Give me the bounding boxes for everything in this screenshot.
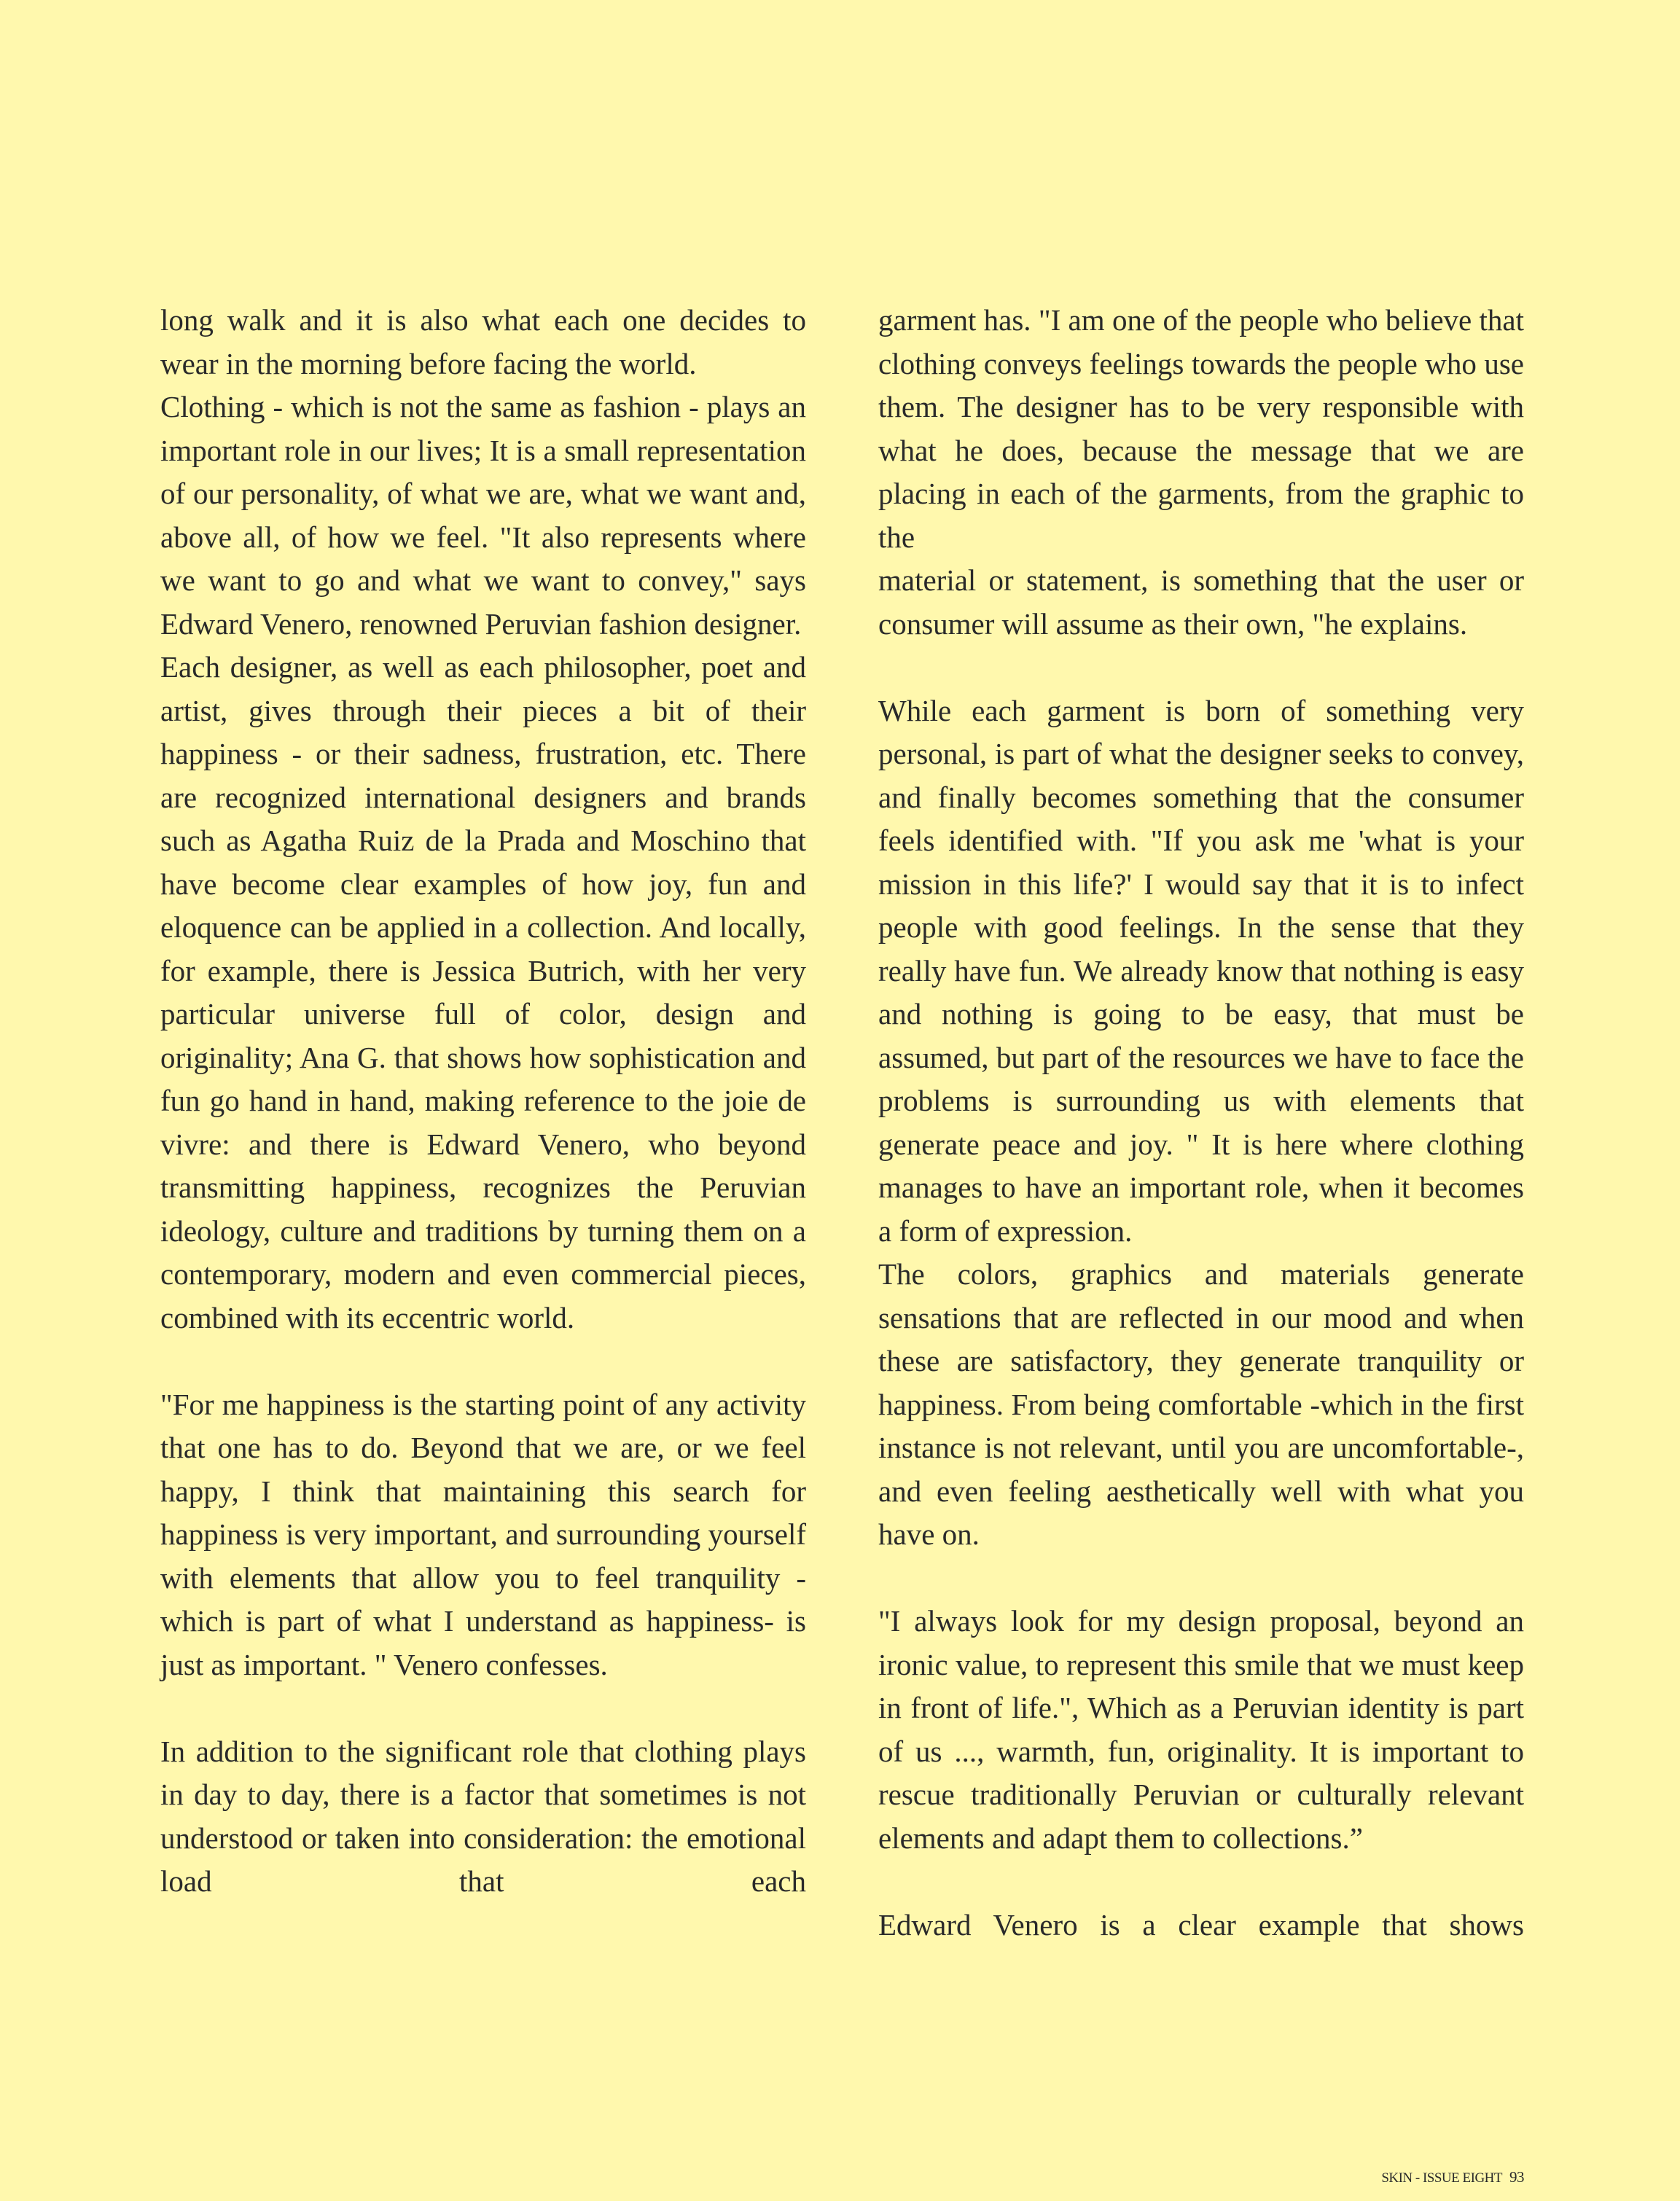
right-paragraph-4: "I always look for my design proposal, beyond an ironic value, to represent this smile that we must keep in front of life.", Which as a Peruvian identity is part of us ..., warmth, fun, originality. It is important to rescue traditionally Peruvian or culturally relevant elements and adapt them to collections.”: [878, 1604, 1524, 1855]
left-column: [160, 299, 806, 1904]
page-number: 93: [1509, 2168, 1524, 2186]
left-paragraph-4: "For me happiness is the starting point of any activity that one has to do. Beyond that we are, or we feel happy, I think that maintaining this search for happiness is very important, and surrounding yourself with elements that allow you to feel tranquility -which is part of what I understand as happiness- is just as important. " Venero confesses.: [160, 1387, 806, 1681]
right-paragraph-1a: garment has. "I am one of the people who believe that clothing conveys feelings towards the people who use them. The designer has to be very responsible with what he does, because the message that we are placing in each of the garments, from the graphic to the: [878, 303, 1524, 554]
right-paragraph-3: The colors, graphics and materials generate sensations that are reflected in our mood and when these are satisfactory, they generate tranquility or happiness. From being comfortable -which in the first instance is not relevant, until you are uncomfortable-, and even feeling aesthetically well with what you have on.: [878, 1257, 1524, 1551]
left-paragraph-1: long walk and it is also what each one decides to wear in the morning before facing the world.: [160, 303, 806, 380]
right-column: [878, 299, 1524, 1947]
right-paragraph-1b: material or statement, is something that the user or consumer will assume as their own, "he explains.: [878, 563, 1524, 641]
right-paragraph-2: While each garment is born of something very personal, is part of what the designer seeks to convey, and finally becomes something that the consumer feels identified with. "If you ask me 'what is your mission in this life?' I would say that it is to infect people with good feelings. In the sense that they really have fun. We already know that nothing is easy and nothing is going to be easy, that must be assumed, but part of the resources we have to face the problems is surrounding us with elements that generate peace and joy. " It is here where clothing manages to have an important role, when it becomes a form of expression.: [878, 693, 1524, 1248]
page-footer: [1381, 2168, 1524, 2186]
issue-label: SKIN - ISSUE EIGHT: [1381, 2170, 1502, 2186]
left-paragraph-3: Each designer, as well as each philosopher, poet and artist, gives through their pieces a bit of their happiness - or their sadness, frustration, etc. There are recognized international designers and brands such as Agatha Ruiz de la Prada and Moschino that have become clear examples of how joy, fun and eloquence can be applied in a collection. And locally, for example, there is Jessica Butrich, with her very particular universe full of color, design and originality; Ana G. that shows how sophistication and fun go hand in hand, making reference to the joie de vivre: and there is Edward Venero, who beyond transmitting happiness, recognizes the Peruvian ideology, culture and traditions by turning them on a contemporary, modern and even commercial pieces, combined with its eccentric world.: [160, 650, 806, 1334]
left-paragraph-5: In addition to the significant role that clothing plays in day to day, there is a factor that sometimes is not understood or taken into consideration: the emotional load that each: [160, 1734, 806, 1898]
right-paragraph-5: Edward Venero is a clear example that shows: [878, 1907, 1524, 1942]
left-paragraph-2: Clothing - which is not the same as fashion - plays an important role in our lives; It is a small representation of our personality, of what we are, what we want and, above all, of how we feel. "It also represents where we want to go and what we want to convey," says Edward Venero, renowned Peruvian fashion designer.: [160, 390, 806, 641]
